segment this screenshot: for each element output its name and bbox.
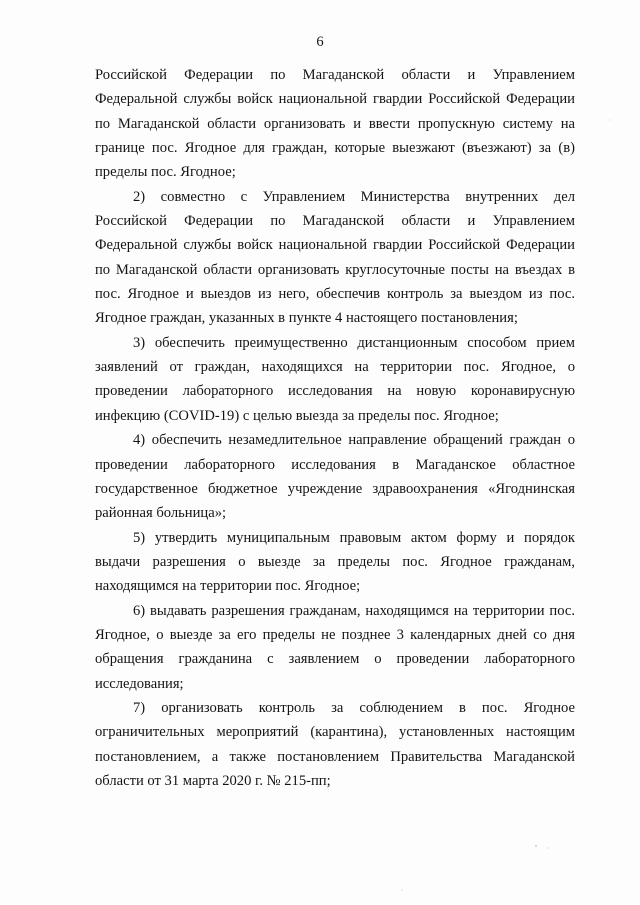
document-body bbox=[95, 63, 575, 793]
paragraph-item-3: 3) обеспечить преимущественно дистанционным способом прием заявлений от граждан, находящихся на территории пос. Ягодное, о проведении лабораторного исследования на новую коронавирусную инфекцию (COVID-19) с целью выезда за пределы пос. Ягодное; bbox=[95, 334, 575, 424]
paragraph-item-2: 2) совместно с Управлением Министерства внутренних дел Российской Федерации по Магаданской области и Управлением Федеральной службы войск национальной гвардии Российской Федерации по Магаданской области организовать круглосуточные посты на въездах в пос. Ягодное и выездов из него, обеспечив контроль за выездом из пос. Ягодное граждан, указанных в пункте 4 настоящего постановления; bbox=[95, 188, 575, 327]
paragraph-item-6: 6) выдавать разрешения гражданам, находящимся на территории пос. Ягодное, о выезде за его пределы не позднее 3 календарных дней со дня обращения гражданина с заявлением о проведении лабораторного исследования; bbox=[95, 602, 575, 692]
paragraph-continuation: Российской Федерации по Магаданской области и Управлением Федеральной службы войск национальной гвардии Российской Федерации по Магаданской области организовать и ввести пропускную систему на границе пос. Ягодное для граждан, которые выезжают (въезжают) за (в) пределы пос. Ягодное; bbox=[95, 67, 575, 181]
paragraph-item-4: 4) обеспечить незамедлительное направление обращений граждан о проведении лабораторного исследования в Магаданское областное государственное бюджетное учреждение здравоохранения «Ягоднинская районная больница»; bbox=[95, 432, 575, 522]
paragraph-item-5: 5) утвердить муниципальным правовым актом форму и порядок выдачи разрешения о выезде за пределы пос. Ягодное гражданам, находящимся на территории пос. Ягодное; bbox=[95, 529, 575, 595]
paragraph-item-7: 7) организовать контроль за соблюдением в пос. Ягодное ограничительных мероприятий (карантина), установленных настоящим постановлением, а также постановлением Правительства Магаданской области от 31 марта 2020 г. № 215-пп; bbox=[95, 699, 575, 789]
page-number: 6 bbox=[316, 34, 324, 50]
